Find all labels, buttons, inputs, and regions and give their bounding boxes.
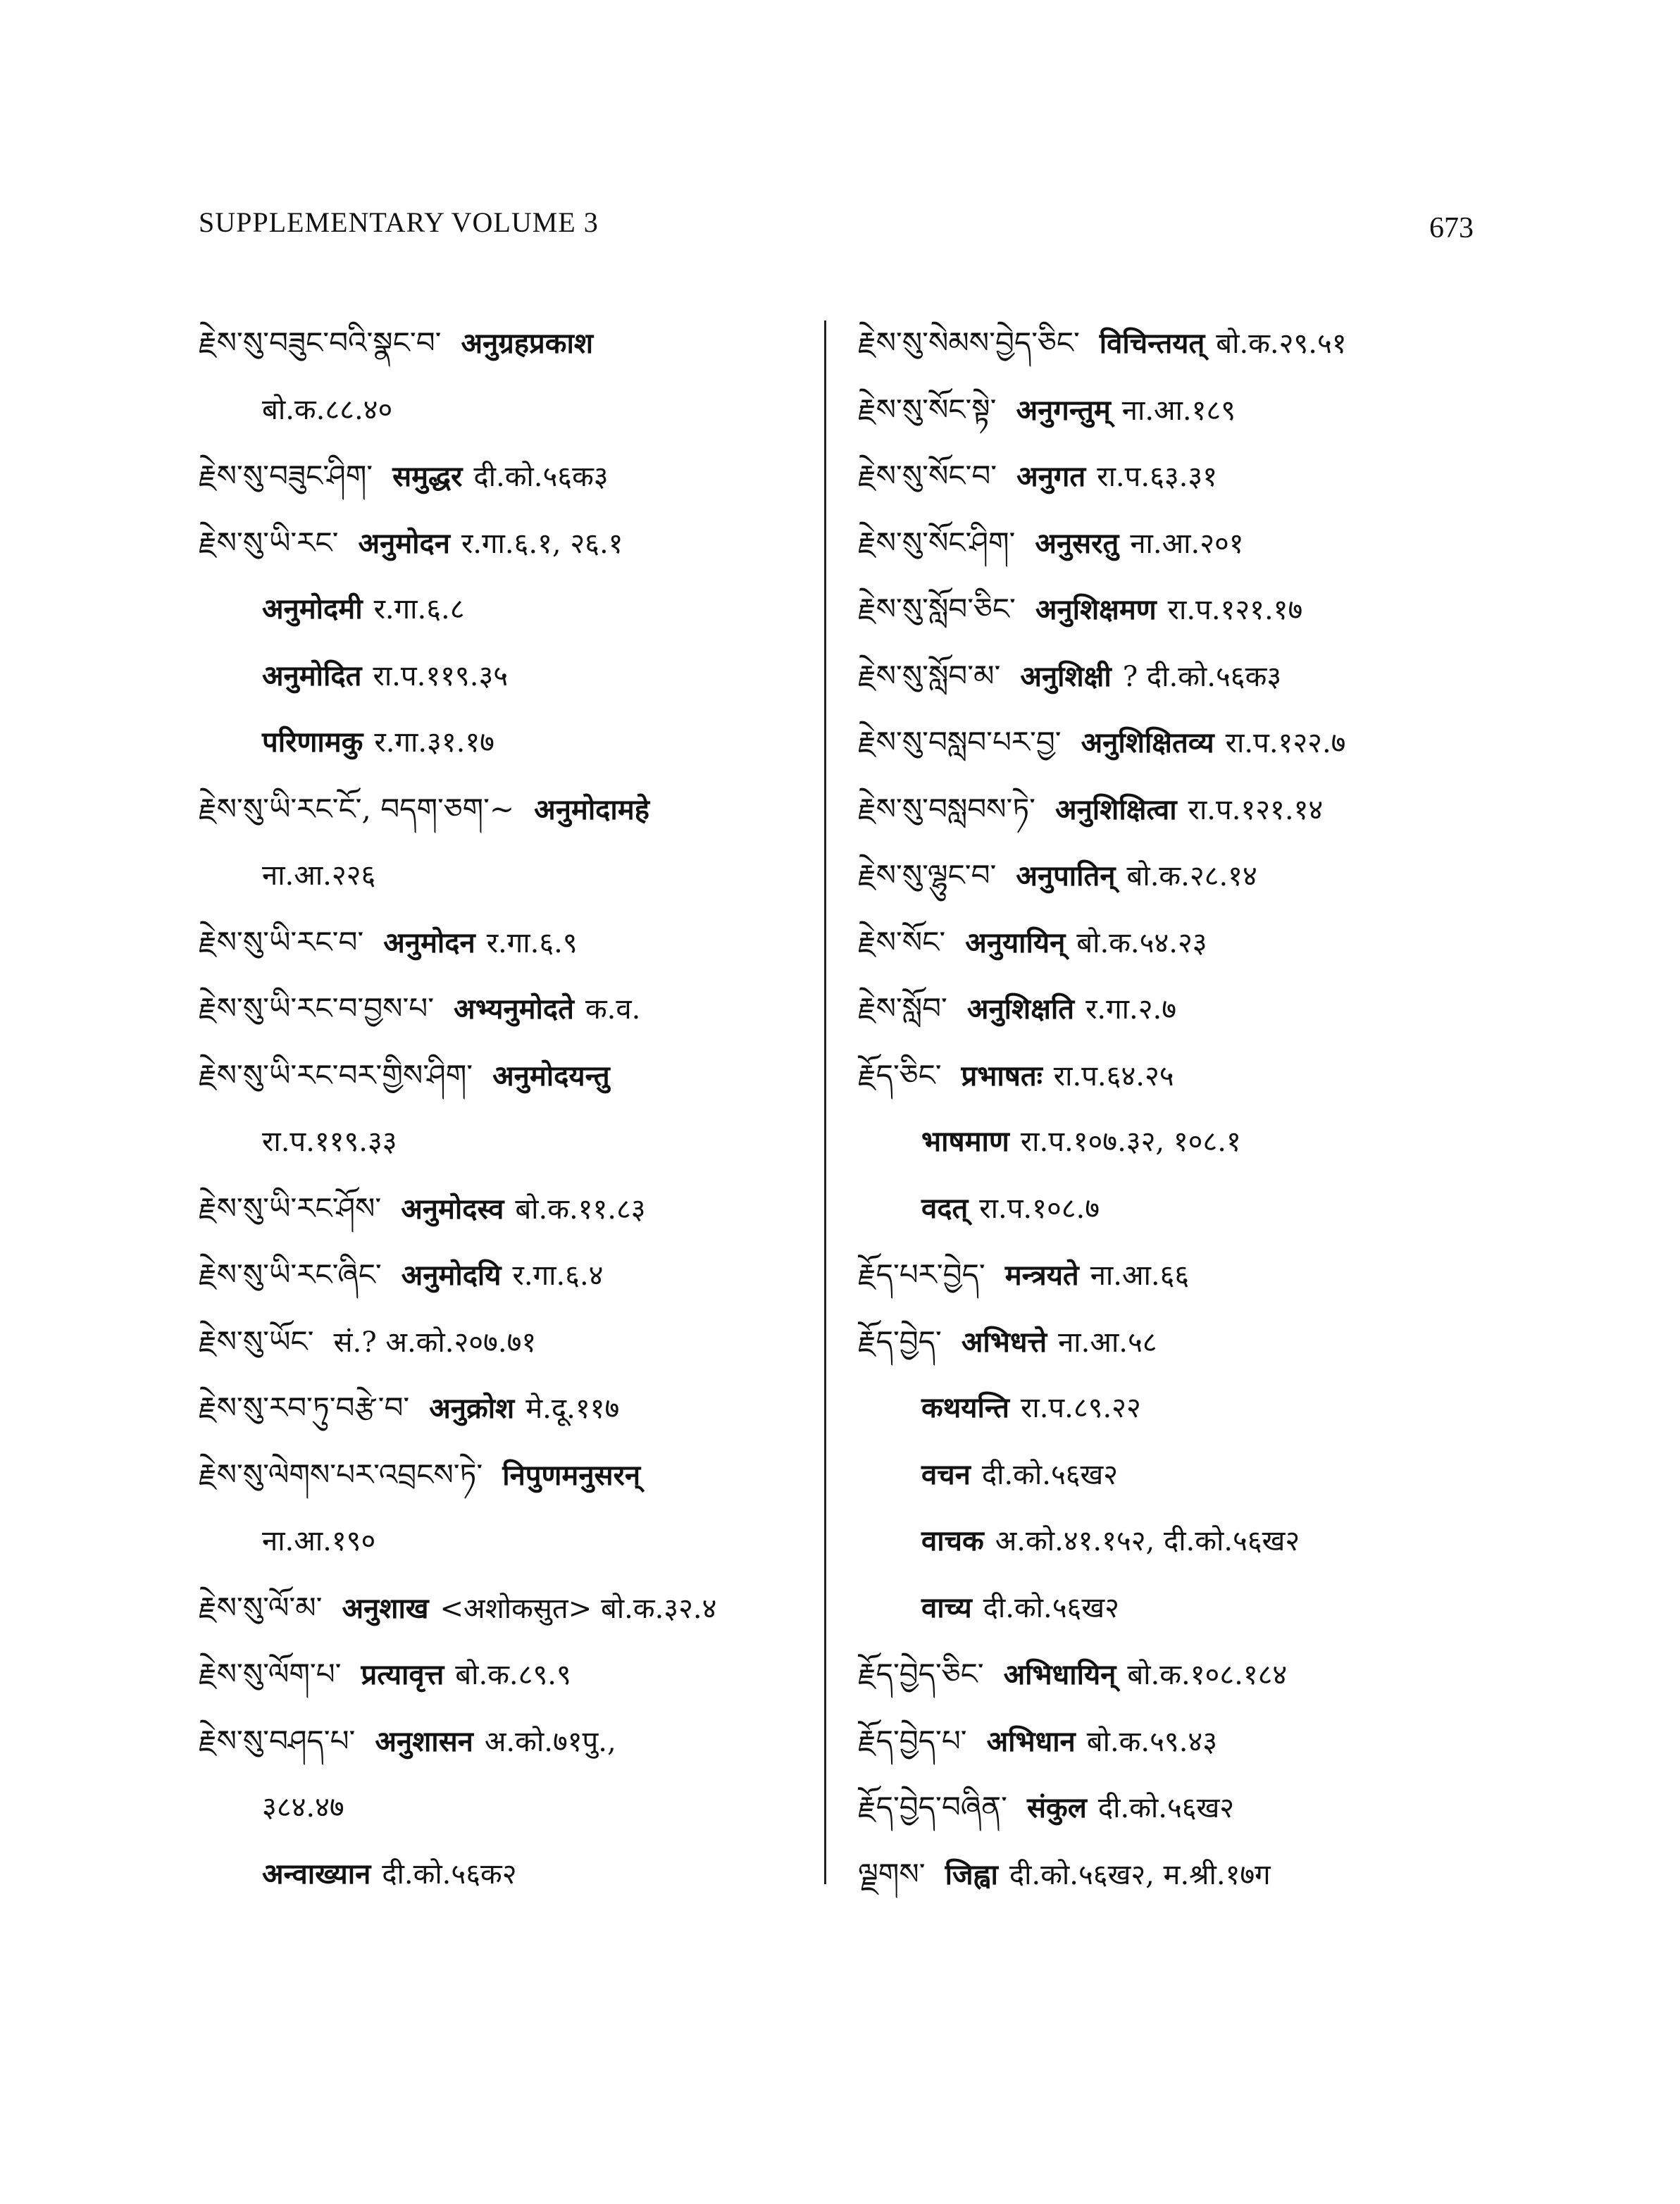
dictionary-entry-line — [199, 1375, 819, 1442]
source-reference: रा.प.८९.२२ — [1020, 1392, 1141, 1424]
sanskrit-equivalent: भाषमाण — [921, 1125, 1009, 1158]
dictionary-entry-line — [858, 909, 1478, 976]
sanskrit-equivalent: अनुमोदमी — [262, 592, 363, 625]
source-reference: रा.प.११९.३५ — [373, 659, 509, 692]
dictionary-entry-line — [199, 1109, 819, 1176]
sanskrit-equivalent: अनुशिक्षी — [1020, 659, 1112, 693]
source-reference: रा.प.१०७.३२, १०८.१ — [1020, 1126, 1241, 1158]
column-divider — [824, 320, 826, 1884]
tibetan-headword: རྗེས་སུ་བསླབ་པར་བྱ་ — [858, 725, 1062, 759]
sanskrit-equivalent: विचिन्तयत् — [1099, 327, 1205, 360]
running-head: SUPPLEMENTARY VOLUME 3 — [199, 206, 599, 238]
source-reference: ना.आ.२२६ — [262, 859, 376, 892]
tibetan-headword: རྗེས་སུ་སོང་སྟེ་ — [858, 392, 997, 427]
source-reference: रा.प.१२१.१४ — [1188, 793, 1324, 826]
sanskrit-equivalent: अनुमोदामहे — [534, 792, 649, 826]
sanskrit-equivalent: अनुपातिन् — [1016, 859, 1116, 892]
tibetan-headword: རྗེས་སུ་སེམས་བྱེད་ཅིང་ — [858, 325, 1080, 360]
tibetan-headword: རྗེས་སུ་སོང་ཤིག་ — [858, 525, 1016, 560]
running-header — [199, 206, 1474, 248]
dictionary-entry-line — [199, 510, 819, 577]
sanskrit-equivalent: अनुगन्तुम् — [1016, 393, 1111, 427]
dictionary-entry-line — [199, 377, 819, 444]
dictionary-entry-line — [199, 909, 819, 976]
dictionary-entry-line — [858, 1109, 1478, 1176]
tibetan-headword: རྗོད་ཅིང་ — [858, 1057, 942, 1092]
dictionary-entry-line — [199, 1708, 819, 1775]
sanskrit-equivalent: अनुमोदन — [358, 526, 450, 560]
tibetan-headword: རྗེས་སུ་ལོ་མ་ — [199, 1590, 323, 1625]
tibetan-headword: རྗེས་སུ་སློབ་མ་ — [858, 658, 1001, 693]
dictionary-entry-line — [858, 1442, 1478, 1509]
source-reference: बो.क.११.८३ — [515, 1193, 646, 1226]
tibetan-headword: རྗེས་སུ་བཟུང་བའི་སྣང་བ་ — [199, 325, 442, 360]
sanskrit-equivalent: अनुमोदयि — [401, 1259, 502, 1292]
tibetan-headword: རྗོད་པར་བྱེད་ — [858, 1257, 985, 1292]
sanskrit-equivalent: अनुशाख — [342, 1591, 429, 1625]
dictionary-entry-line — [199, 709, 819, 776]
source-reference: दी.को.५६ख२, म.श्री.१७ग — [1009, 1858, 1271, 1891]
tibetan-headword: རྗེས་སུ་ཡི་རང་ — [199, 525, 339, 560]
tibetan-headword: རྗེས་སུ་བཟུང་ཤིག་ — [199, 459, 373, 493]
source-reference: रा.प.११९.३३ — [262, 1126, 397, 1158]
source-reference: बो.क.१०८.१८४ — [1127, 1659, 1288, 1691]
dictionary-entry-line — [858, 1042, 1478, 1109]
page-number: 673 — [1429, 212, 1474, 244]
source-reference: ना.आ.१९० — [262, 1525, 376, 1557]
right-column — [858, 310, 1478, 1907]
dictionary-entry-line — [199, 842, 819, 909]
sanskrit-equivalent: अभिधत्ते — [961, 1325, 1047, 1359]
tibetan-headword: རྗེས་སུ་བསླབས་ཏེ་ — [858, 791, 1036, 826]
source-reference: र.गा.६.९ — [486, 926, 578, 959]
dictionary-entry-line — [199, 576, 819, 643]
tibetan-headword: རྗེས་སུ་ཡི་རང་བ་བྱས་པ་ — [199, 991, 435, 1026]
sanskrit-equivalent: अनुसरतु — [1035, 526, 1119, 560]
dictionary-entry-line — [858, 1841, 1478, 1908]
sanskrit-equivalent: अनुगत — [1016, 460, 1086, 493]
tibetan-headword: རྗོད་བྱེད་ — [858, 1324, 942, 1359]
tibetan-headword: རྗེས་སུ་ལོག་པ་ — [199, 1657, 342, 1691]
sanskrit-equivalent: अभ्यनुमोदते — [454, 992, 574, 1026]
dictionary-entry-line — [858, 1708, 1478, 1775]
sanskrit-equivalent: अनुमोदस्व — [401, 1192, 504, 1226]
dictionary-entry-line — [858, 310, 1478, 377]
sanskrit-equivalent: अभिधान — [986, 1724, 1076, 1758]
sanskrit-equivalent: वदत् — [921, 1191, 969, 1225]
sanskrit-equivalent: अनुशासन — [375, 1724, 473, 1758]
source-reference: ना.आ.५८ — [1058, 1326, 1157, 1359]
source-reference: ना.आ.२०१ — [1130, 527, 1244, 560]
source-reference: रा.प.६४.२५ — [1053, 1059, 1174, 1092]
dictionary-entry-line — [858, 976, 1478, 1042]
source-reference: ना.आ.६६ — [1090, 1259, 1190, 1292]
sanskrit-equivalent: वाचक — [921, 1524, 984, 1557]
tibetan-headword: རྗོད་བྱེད་ཅིང་ — [858, 1657, 984, 1691]
dictionary-entry-line — [199, 1641, 819, 1708]
dictionary-entry-line — [199, 1176, 819, 1243]
dictionary-entry-line — [858, 443, 1478, 510]
source-reference: बो.क.२९.५१ — [1216, 328, 1347, 360]
tibetan-headword: རྗེས་སུ་ཡི་རང་བར་གྱིས་ཤིག་ — [199, 1057, 473, 1092]
source-reference: बो.क.२८.१४ — [1126, 860, 1257, 892]
source-reference: रा.प.१२२.७ — [1225, 727, 1346, 759]
dictionary-entry-line — [858, 1641, 1478, 1708]
dictionary-entry-line — [858, 842, 1478, 909]
tibetan-headword: རྗེས་སུ་ཡི་རང་ངོ་, བདག་ཅག་~ — [199, 791, 515, 826]
source-reference: अ.को.४१.१५२, दी.को.५६ख२ — [995, 1525, 1300, 1557]
source-reference: बो.क.८८.४० — [262, 393, 393, 426]
tibetan-headword: རྗེས་སུ་ཡི་རང་བ་ — [199, 924, 364, 959]
tibetan-headword: རྗེས་སུ་སློབ་ཅིང་ — [858, 592, 1016, 626]
source-reference: र.गा.६.१, २६.१ — [461, 527, 623, 560]
source-reference: रा.प.१२१.१७ — [1167, 594, 1303, 626]
sanskrit-equivalent: अनुयायिन् — [965, 926, 1066, 959]
dictionary-entry-line — [199, 1442, 819, 1509]
source-reference: ३८४.४७ — [262, 1791, 344, 1824]
sanskrit-equivalent: कथयन्ति — [921, 1391, 1009, 1424]
source-reference: र.गा.६.८ — [373, 593, 465, 625]
sanskrit-equivalent: परिणामकु — [262, 726, 363, 759]
dictionary-entry-line — [858, 1375, 1478, 1442]
source-reference: ? दी.को.५६क३ — [1122, 660, 1282, 693]
sanskrit-equivalent: अनुमोदित — [262, 659, 362, 692]
source-reference: दी.को.५६ख२ — [981, 1458, 1119, 1491]
tibetan-headword: རྗེས་སུ་རབ་ཏུ་བརྩེ་བ་ — [199, 1390, 410, 1425]
dictionary-entry-line — [199, 643, 819, 710]
left-column — [199, 310, 819, 1907]
sanskrit-equivalent: अनुशिक्षमण — [1035, 593, 1157, 626]
source-reference: दी.को.५६ख२ — [983, 1591, 1119, 1624]
tibetan-headword: རྗེས་སུ་སོང་བ་ — [858, 459, 997, 493]
sanskrit-equivalent: समुद्धर — [392, 460, 463, 493]
tibetan-headword: རྗོད་བྱེད་བཞིན་ — [858, 1790, 1007, 1824]
dictionary-entry-line — [199, 1242, 819, 1309]
tibetan-headword: རྗེས་སློབ་ — [858, 991, 947, 1026]
source-reference: मे.दू.११७ — [525, 1393, 620, 1425]
source-reference: दी.को.५६क३ — [473, 461, 609, 493]
sanskrit-equivalent: अनुशिक्षित्वा — [1055, 792, 1177, 826]
tibetan-headword: རྗེས་སུ་ཡི་རང་ཞིང་ — [199, 1257, 382, 1292]
tibetan-headword: རྗེས་སུ་ལྷུང་བ་ — [858, 858, 997, 892]
sanskrit-equivalent: प्रभाषतः — [961, 1059, 1043, 1092]
source-reference: बो.क.५९.४३ — [1086, 1725, 1218, 1758]
source-reference: दी.को.५६क२ — [382, 1857, 517, 1891]
sanskrit-equivalent: निपुणमनुसरन् — [502, 1458, 641, 1492]
dictionary-entry-line — [858, 776, 1478, 843]
source-reference: रा.प.१०८.७ — [979, 1192, 1100, 1225]
sanskrit-equivalent: अन्वाख्यान — [262, 1857, 371, 1891]
sanskrit-equivalent: अनुशिक्षति — [966, 992, 1075, 1026]
source-reference: रा.प.६३.३१ — [1097, 461, 1217, 493]
dictionary-entry-line — [858, 1242, 1478, 1309]
dictionary-entry-line — [858, 1309, 1478, 1376]
sanskrit-equivalent: जिह्वा — [945, 1857, 998, 1891]
sanskrit-equivalent: अनुमोदयन्तु — [492, 1059, 610, 1092]
sanskrit-equivalent: वचन — [921, 1457, 971, 1491]
source-reference: सं.? अ.को.२०७.७१ — [333, 1326, 537, 1359]
dictionary-entry-line — [199, 1042, 819, 1109]
dictionary-entry-line — [858, 643, 1478, 710]
tibetan-headword: རྗེས་སུ་ཡི་རང་ཤོས་ — [199, 1190, 382, 1226]
sanskrit-equivalent: वाच्य — [921, 1590, 972, 1624]
source-reference: र.गा.२.७ — [1085, 993, 1177, 1026]
tibetan-headword: རྗེས་སུ་ཡོང་ — [199, 1324, 314, 1359]
tibetan-headword: རྗོད་བྱེད་པ་ — [858, 1723, 967, 1758]
dictionary-entry-line — [858, 709, 1478, 776]
sanskrit-equivalent: अनुग्रहप्रकाश — [461, 327, 594, 360]
tibetan-headword: རྗེས་སུ་བཤད་པ་ — [199, 1723, 356, 1758]
sanskrit-equivalent: प्रत्यावृत्त — [361, 1658, 444, 1691]
dictionary-entry-line — [858, 377, 1478, 444]
source-reference: क.व. — [585, 993, 641, 1026]
tibetan-headword: ལྗགས་ — [858, 1856, 926, 1891]
source-reference: ना.आ.१८९ — [1121, 394, 1236, 427]
tibetan-headword: རྗེས་སོང་ — [858, 924, 946, 959]
source-reference: दी.को.५६ख२ — [1097, 1792, 1235, 1824]
dictionary-entry-line — [199, 1508, 819, 1575]
dictionary-entry-line — [858, 1774, 1478, 1841]
dictionary-entry-line — [199, 1774, 819, 1841]
dictionary-entry-line — [858, 1575, 1478, 1642]
dictionary-entry-line — [199, 1575, 819, 1642]
dictionary-entry-line — [199, 1841, 819, 1908]
sanskrit-equivalent: मन्त्रयते — [1004, 1259, 1079, 1292]
dictionary-entry-line — [199, 310, 819, 377]
dictionary-entry-line — [858, 576, 1478, 643]
sanskrit-equivalent: अनुमोदन — [383, 926, 475, 959]
tibetan-headword: རྗེས་སུ་ལེགས་པར་འབྲངས་ཏེ་ — [199, 1457, 483, 1492]
source-reference: अ.को.७१पु., — [484, 1725, 616, 1758]
dictionary-entry-line — [199, 976, 819, 1042]
dictionary-entry-line — [199, 1309, 819, 1376]
dictionary-entry-line — [199, 443, 819, 510]
source-reference: र.गा.६.४ — [512, 1259, 604, 1292]
dictionary-entry-line — [858, 510, 1478, 577]
sanskrit-equivalent: अनुशिक्षितव्य — [1081, 726, 1214, 759]
source-reference: बो.क.८९.९ — [455, 1659, 571, 1691]
dictionary-entry-line — [199, 776, 819, 843]
sanskrit-equivalent: अनुक्रोश — [429, 1392, 515, 1425]
sanskrit-equivalent: अभिधायिन् — [1003, 1658, 1116, 1691]
source-reference: र.गा.३१.१७ — [374, 726, 494, 759]
dictionary-entry-line — [858, 1176, 1478, 1243]
dictionary-entry-line — [858, 1508, 1478, 1575]
source-reference: <अशोकसुत> बो.क.३२.४ — [440, 1592, 717, 1625]
source-reference: बो.क.५४.२३ — [1076, 926, 1207, 959]
sanskrit-equivalent: संकुल — [1026, 1791, 1087, 1824]
